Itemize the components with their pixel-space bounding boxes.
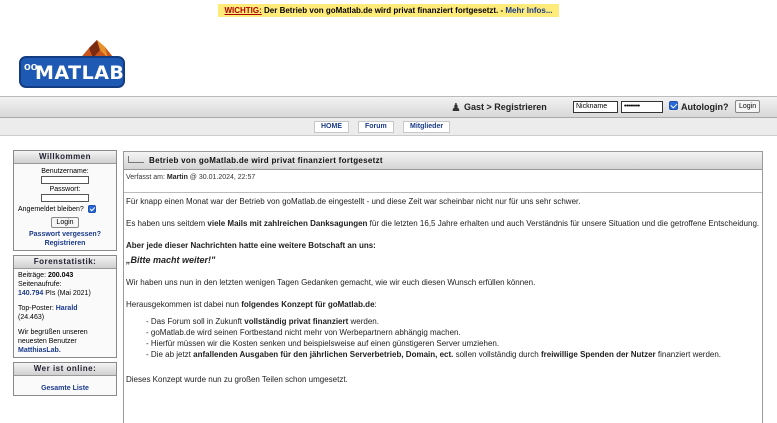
nickname-input[interactable]: Nickname: [573, 101, 618, 113]
top-poster-stat: [18, 304, 112, 313]
text-span: sollen vollständig durch: [453, 350, 541, 359]
views-label: Seitenaufrufe:: [18, 281, 62, 288]
posts-stat: [18, 271, 112, 280]
logo-dots: oo: [24, 61, 38, 73]
guest-register-link[interactable]: Gast > Registrieren: [464, 102, 547, 112]
top-poster-link[interactable]: Harald: [55, 305, 78, 312]
views-value: 140.794: [18, 290, 44, 297]
site-header: [0, 20, 777, 96]
post-author[interactable]: Martin: [166, 174, 188, 181]
post-paragraph: Für knapp einen Monat war der Betrieb von goMatlab.de eingestellt - und diese Zeit war scheinbar nicht nur für uns sehr schwer.: [126, 197, 581, 206]
welcome-box: [13, 150, 117, 251]
online-box: [13, 362, 117, 396]
post-date: @ 30.01.2024, 22:57: [187, 174, 256, 181]
post-paragraph: Wir haben uns nun in den letzten wenigen Tagen Gedanken gemacht, wie wir euch diesen Wunsch erfüllen können.: [126, 278, 536, 287]
remember-checkbox[interactable]: [88, 205, 96, 213]
sidebar: [13, 150, 117, 400]
post-paragraph: Dieses Konzept wurde nun zu großen Teilen schon umgesetzt.: [126, 375, 348, 384]
sidebar-username-input[interactable]: [41, 176, 89, 184]
welcome-title: Willkommen: [14, 151, 116, 164]
views-stat: [18, 289, 112, 298]
text-bold: viele Mails mit zahlreichen Danksagungen: [207, 219, 368, 228]
post-paragraph: [126, 240, 760, 251]
text-span: Es haben uns seitdem: [126, 219, 208, 228]
posts-value: 200.043: [47, 272, 74, 279]
list-item: - goMatlab.de wird seinen Fortbestand nicht mehr von Werbepartnern abhängig machen.: [146, 328, 461, 337]
text-span: Herausgekommen ist dabei nun: [126, 300, 242, 309]
remember-row: [18, 205, 112, 213]
announcement-text: Der Betrieb von goMatlab.de wird privat finanziert fortgesetzt. -: [261, 6, 506, 15]
password-label: Passwort:: [49, 186, 81, 193]
posts-label: Beiträge:: [18, 272, 48, 279]
announcement-banner: [218, 4, 558, 17]
logo-box: [19, 56, 125, 88]
user-icon: ♟: [451, 102, 461, 114]
text-bold: Aber jede dieser Nachrichten hatte eine weitere Botschaft an uns:: [126, 241, 376, 250]
newest-welcome: Wir begrüßen unseren neuesten Benutzer: [18, 329, 88, 345]
list-item: - Hierfür müssen wir die Kosten senken und beispielsweise auf einen günstigeren Server umziehen.: [146, 339, 500, 348]
nav-forum[interactable]: Forum: [358, 121, 394, 133]
announcement-bar: [0, 0, 777, 20]
post-panel: [123, 151, 763, 423]
text-span: - Die ab jetzt: [146, 350, 194, 359]
post-meta: [124, 170, 762, 182]
post-paragraph: [126, 218, 760, 229]
more-info-link[interactable]: Mehr Infos...: [505, 6, 553, 15]
text-bold: freiwillige Spenden der Nutzer: [540, 350, 656, 359]
text-span: - Das Forum soll in Zukunft: [146, 317, 245, 326]
post-paragraph: [126, 299, 760, 310]
sidebar-login-button[interactable]: Login: [51, 217, 79, 228]
text-span: :: [374, 300, 377, 309]
text-span: werden.: [348, 317, 379, 326]
text-span: finanziert werden.: [655, 350, 722, 359]
username-label: Benutzername:: [41, 168, 89, 175]
password-input[interactable]: ••••••••: [621, 101, 663, 113]
list-item: [146, 349, 760, 360]
post-title: Betrieb von goMatlab.de wird privat finanziert fortgesetzt: [149, 156, 383, 165]
nav-home[interactable]: HOME: [314, 121, 349, 133]
login-button[interactable]: Login: [735, 100, 760, 113]
remember-label: Angemeldet bleiben?: [18, 205, 84, 213]
post-header: [124, 152, 762, 170]
login-bar: [0, 96, 777, 118]
concept-list: [146, 316, 760, 360]
sidebar-password-input[interactable]: [41, 194, 89, 202]
post-body: [124, 193, 762, 385]
autologin-label: Autologin?: [681, 102, 729, 112]
forgot-password-link[interactable]: Passwort vergessen?: [29, 231, 101, 238]
autologin-checkbox[interactable]: [669, 101, 678, 110]
text-bold: vollständig privat finanziert: [244, 317, 349, 326]
nav-members[interactable]: Mitglieder: [403, 121, 450, 133]
stats-title: Forenstatistik:: [14, 256, 116, 269]
register-link[interactable]: Registrieren: [44, 240, 86, 247]
online-title: Wer ist online:: [14, 363, 116, 376]
post-quote: „Bitte macht weiter!": [126, 255, 216, 265]
text-bold: folgendes Konzept für goMatlab.de: [241, 300, 375, 309]
full-list-link[interactable]: Gesamte Liste: [41, 385, 89, 392]
announcement-label: WICHTIG:: [224, 6, 262, 15]
views-suffix: PIs (Mai 2021): [43, 290, 91, 297]
top-poster-count: (24.463): [18, 314, 45, 321]
newest-user-link[interactable]: MatthiasLab.: [18, 347, 61, 354]
meta-label: Verfasst am:: [126, 174, 167, 181]
stats-box: [13, 255, 117, 358]
header-decoration: [128, 156, 144, 163]
list-item: [146, 316, 760, 327]
site-logo[interactable]: [19, 42, 127, 100]
top-poster-label: Top-Poster:: [18, 305, 56, 312]
text-bold: anfallenden Ausgaben für den jährlichen Serverbetrieb, Domain, ect.: [193, 350, 454, 359]
main-nav: [0, 118, 777, 136]
text-span: für die letzten 16,5 Jahre erhalten und auch Verständnis für unsere Situation und die getroffene Entscheidung.: [367, 219, 760, 228]
logo-text: MATLAB: [35, 62, 125, 84]
